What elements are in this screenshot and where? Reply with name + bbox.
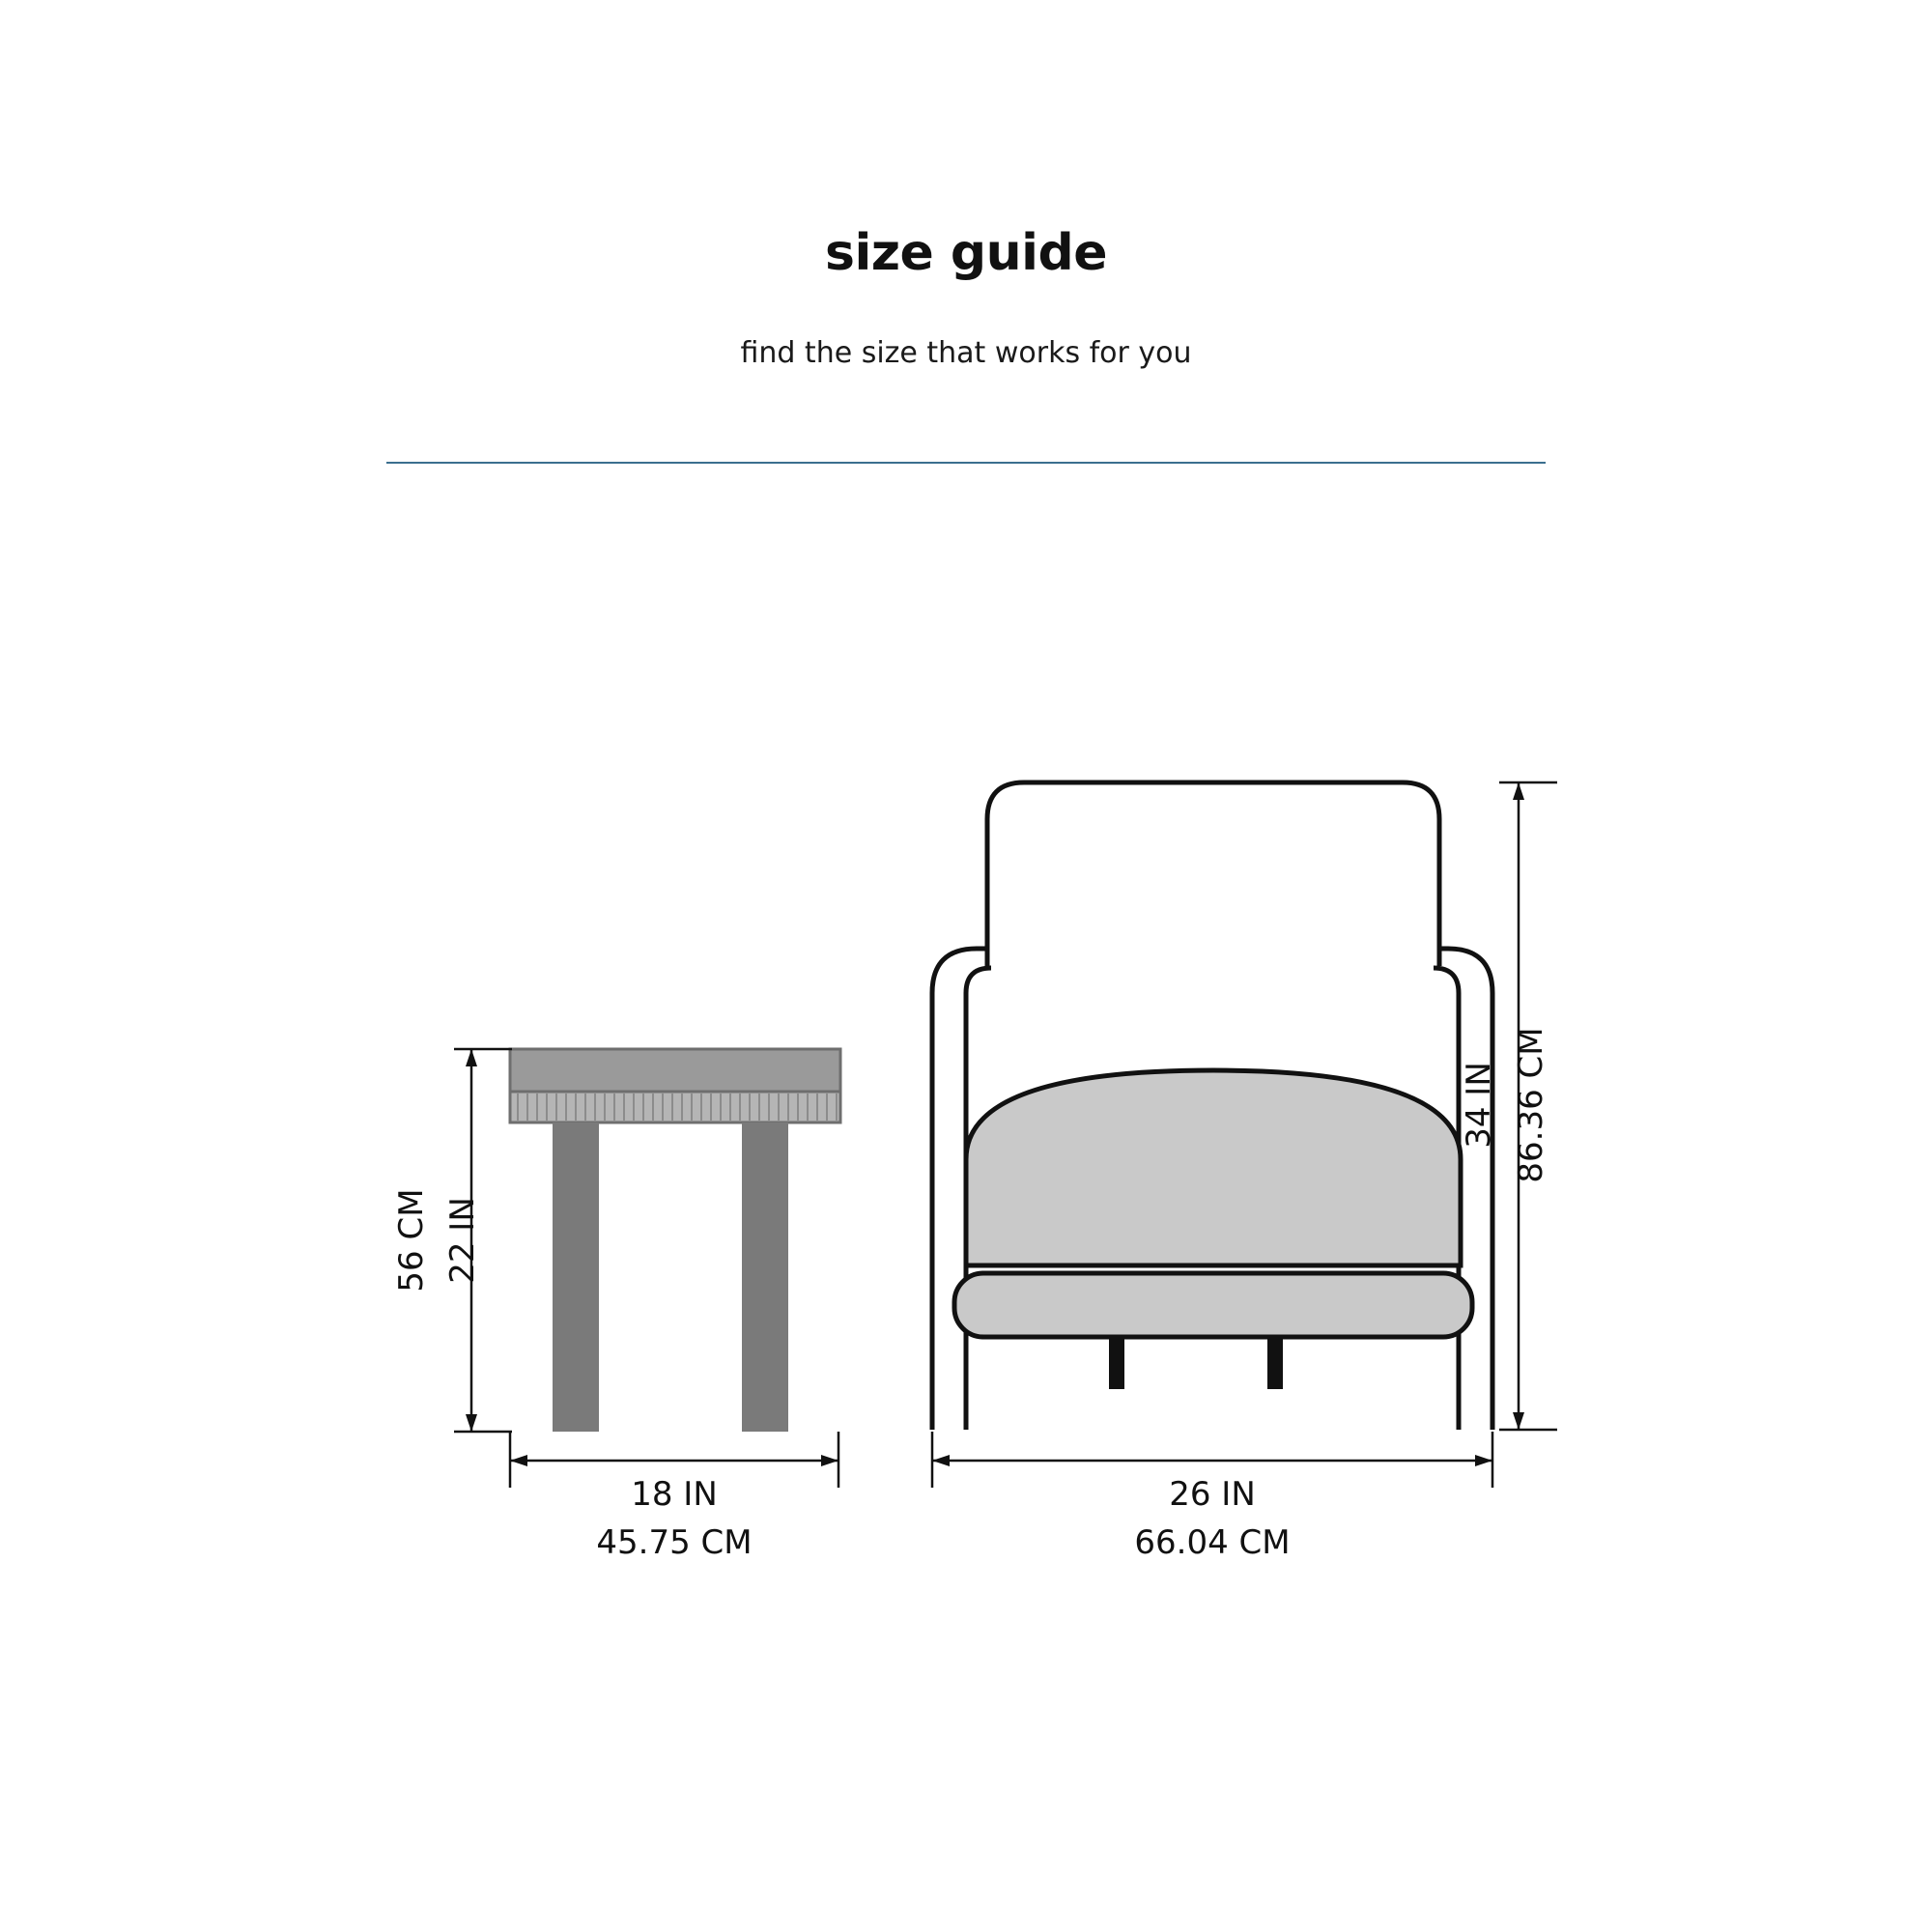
table-top-slab: [510, 1049, 840, 1092]
armchair-base-cushion: [954, 1273, 1472, 1337]
table-height-cm-label: 56 CM: [392, 1188, 431, 1293]
page-title: size guide: [825, 224, 1107, 282]
table-width-in-label: 18 IN: [631, 1475, 718, 1514]
table-leg-left: [553, 1122, 599, 1432]
armchair-foot-right: [1267, 1337, 1283, 1389]
table-ribbed-band: [510, 1092, 840, 1122]
armchair-width-in-label: 26 IN: [1169, 1475, 1256, 1514]
armchair-width-cm-label: 66.04 CM: [1134, 1523, 1291, 1562]
armchair-seat-cushion: [966, 1070, 1461, 1265]
armchair-height-cm-label: 86.36 CM: [1512, 1027, 1550, 1183]
table-width-cm-label: 45.75 CM: [596, 1523, 753, 1562]
armchair-foot-left: [1109, 1337, 1124, 1389]
page-subtitle: find the size that works for you: [740, 336, 1192, 370]
table-height-in-label: 22 IN: [443, 1197, 482, 1284]
armchair-illustration: [932, 782, 1492, 1430]
armchair-height-in-label: 34 IN: [1460, 1062, 1498, 1149]
armchair-backrest: [987, 782, 1439, 966]
table-leg-right: [742, 1122, 788, 1432]
side-table-illustration: [510, 1049, 840, 1432]
